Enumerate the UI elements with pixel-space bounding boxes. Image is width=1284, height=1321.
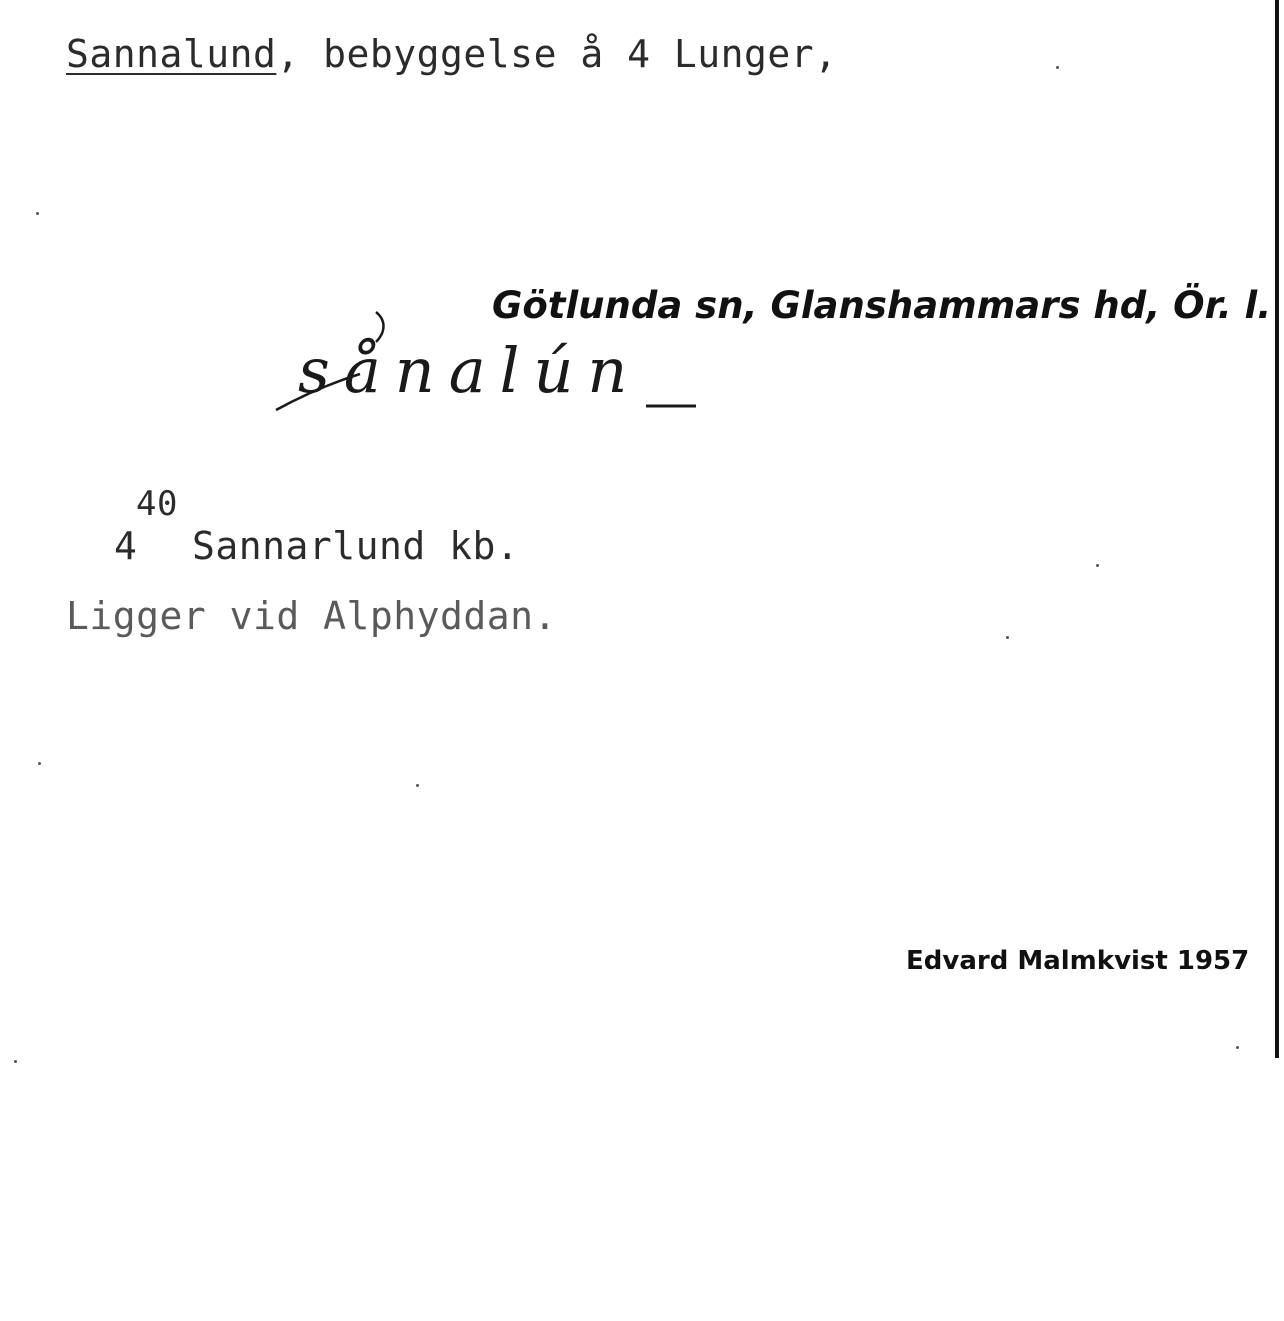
pronunciation-text: sånalún [298,334,642,407]
scan-speck [1056,66,1059,69]
scan-speck [416,784,419,787]
title-line [66,32,837,76]
headword: Sannalund [66,32,277,76]
source-number: 40 [136,484,178,524]
title-rest: , bebyggelse å 4 Lunger, [276,32,838,76]
signature-stamp: Edvard Malmkvist 1957 [906,946,1250,976]
scan-speck [38,762,41,765]
scan-speck [36,212,39,215]
scan-speck [1096,564,1099,567]
card-right-edge [1275,0,1279,1058]
scan-speck [14,1060,17,1063]
location-stamp: Götlunda sn, Glanshammars hd, Ör. l. [492,284,1272,327]
source-line: Sannarlund kb. [192,524,520,568]
source-prefix: 4 [114,524,138,568]
scan-speck [1006,636,1009,639]
scan-speck [1236,1046,1239,1049]
note-line: Ligger vid Alphyddan. [66,594,557,638]
